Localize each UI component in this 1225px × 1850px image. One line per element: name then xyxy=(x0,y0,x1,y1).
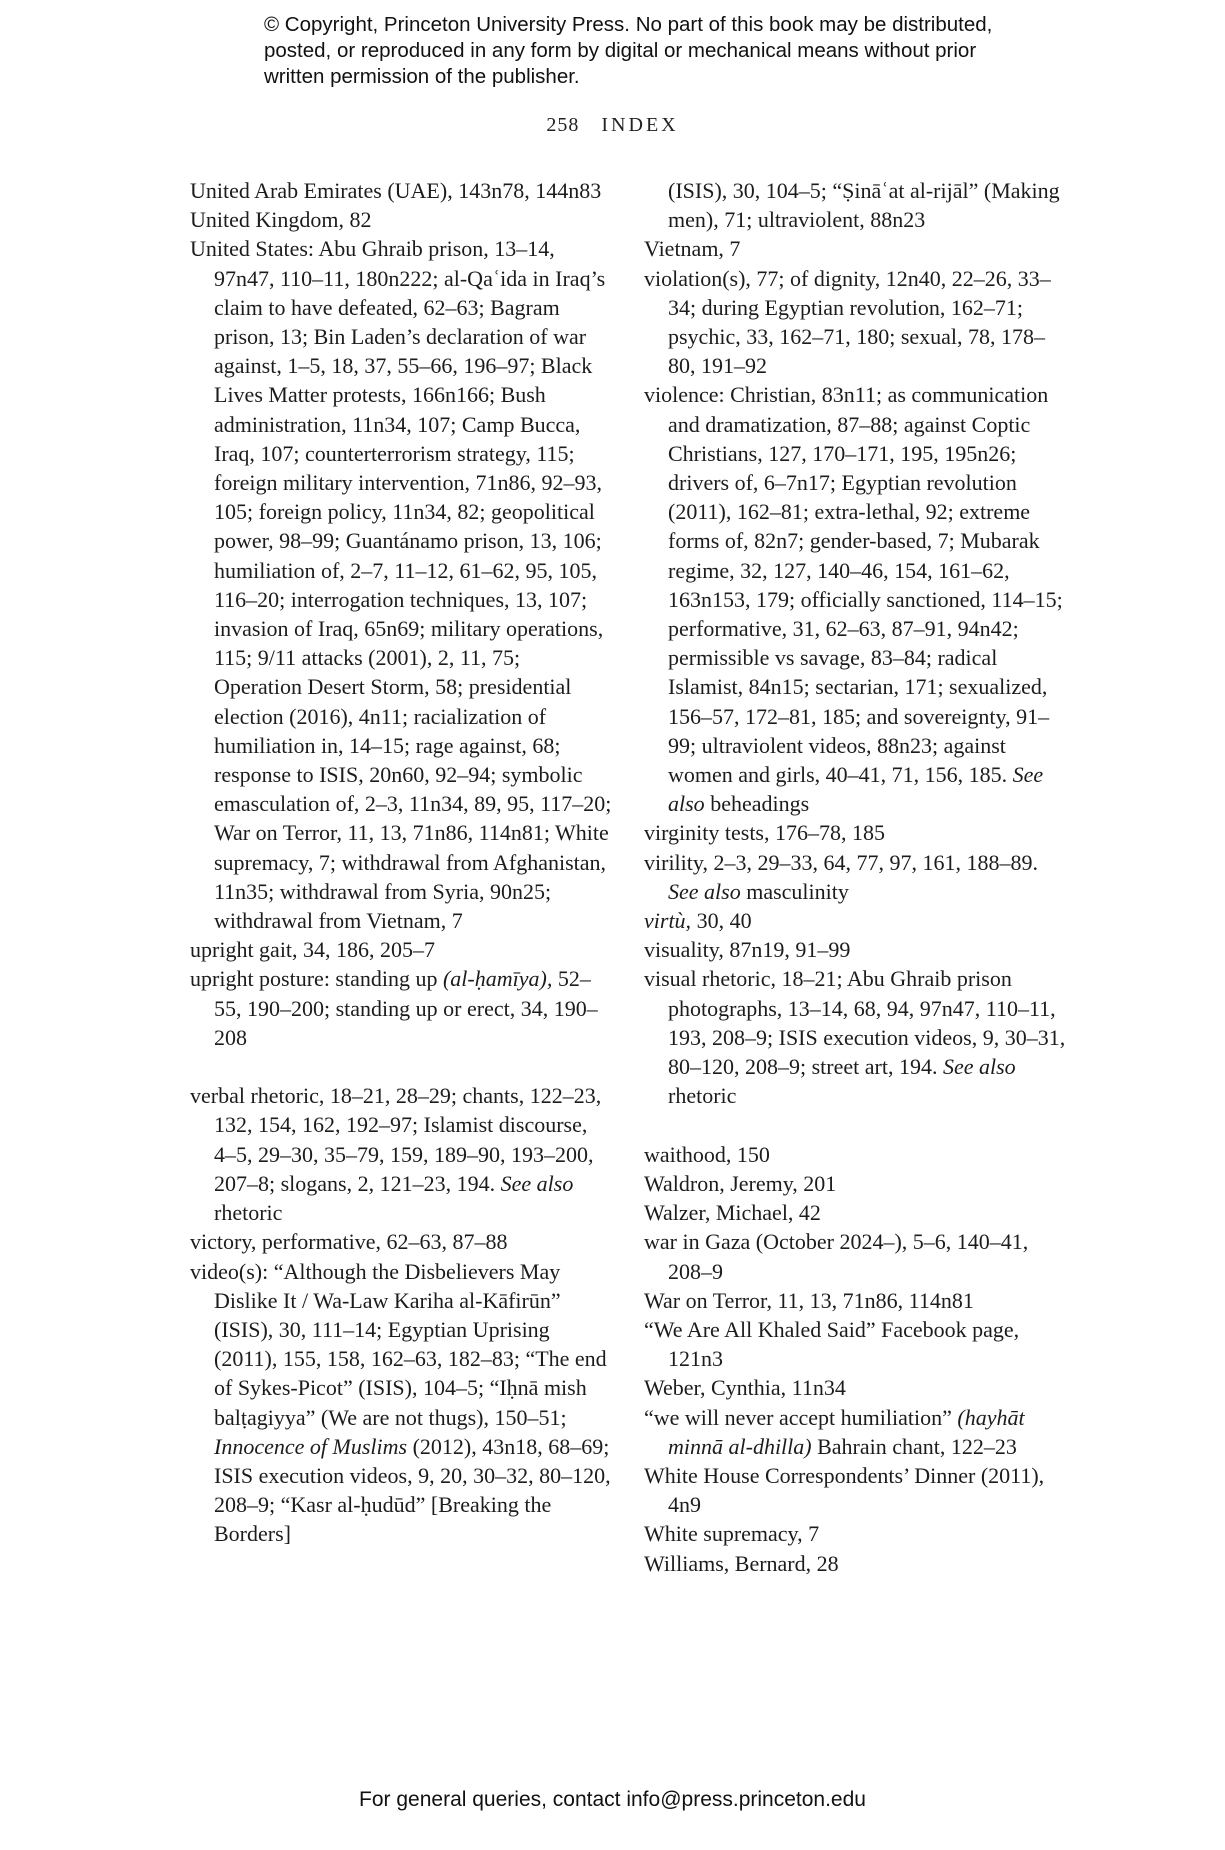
index-entry xyxy=(190,176,612,205)
entry-text: rhetoric xyxy=(668,1083,737,1109)
entry-text: verbal rhetoric, 18–21, 28–29; chants, 122–23, 132, 154, 162, 192–97; Islamist discourse, 4–5, 29–30, 35–79, 159, 189–90, 193–200, 207–8; slogans, 2, 121–23, 194. xyxy=(190,1083,602,1196)
index-entry xyxy=(190,964,612,1052)
entry-text: waithood, 150 xyxy=(644,1141,770,1167)
page-number: 258 xyxy=(546,114,580,136)
entry-text: United Arab Emirates (UAE), 143n78, 144n83 xyxy=(190,178,602,203)
entry-text: rhetoric xyxy=(214,1200,283,1226)
index-entry xyxy=(644,1373,1066,1402)
index-entry xyxy=(644,848,1066,906)
entry-text: Weber, Cynthia, 11n34 xyxy=(644,1375,846,1401)
entry-text: (2012), 43n18, 68–69; ISIS execution videos, 9, 20, 30–32, 80–120, 208–9; “Kasr al-ḥudūd” [Breaking the Borders] xyxy=(214,1433,611,1547)
index-entry xyxy=(644,176,1066,234)
entry-italic: See also xyxy=(942,1054,1016,1080)
entry-text: virility, 2–3, 29–33, 64, 77, 97, 161, 188–89. xyxy=(644,849,1038,875)
entry-text: violence: Christian, 83n11; as communication and dramatization, 87–88; against Coptic Christians, 127, 170–171, 195, 195n26; drivers of, 6–7n17; Egyptian revolution (2011), 162–81; extra-lethal, 92; extreme forms of, 82n7; gender-based, 7; Mubarak regime, 32, 127, 140–46, 154, 161–62, 163n153, 179; officially sanctioned, 114–15; performative, 31, 62–63, 87–91, 94n42; permissible vs savage, 83–84; radical Islamist, 84n15; sectarian, 171; sexualized, 156–57, 172–81, 185; and sovereignty, 91–99; ultraviolent videos, 88n23; against women and girls, 40–41, 71, 156, 185. xyxy=(644,382,1063,788)
entry-italic: See also xyxy=(668,878,741,904)
entry-text: masculinity xyxy=(740,878,849,904)
entry-text: 30, 40 xyxy=(691,908,752,934)
entry-text: “we will never accept humiliation” xyxy=(644,1404,958,1430)
index-entry xyxy=(644,1519,1066,1548)
index-entry xyxy=(190,935,612,964)
entry-text: War on Terror, 11, 13, 71n86, 114n81 xyxy=(644,1287,974,1313)
index-entry xyxy=(644,1549,1066,1578)
entry-text: Waldron, Jeremy, 201 xyxy=(644,1170,837,1196)
index-column-left xyxy=(190,176,612,1549)
entry-text: White House Correspondents’ Dinner (2011), 4n9 xyxy=(644,1462,1045,1518)
entry-text: Williams, Bernard, 28 xyxy=(644,1550,839,1576)
entry-text: “We Are All Khaled Said” Facebook page, 121n3 xyxy=(644,1316,1020,1372)
index-entry xyxy=(644,906,1066,935)
index-entry xyxy=(190,1257,612,1549)
entry-text: upright posture: standing up xyxy=(190,966,443,992)
entry-text: virginity tests, 176–78, 185 xyxy=(644,820,885,846)
index-entry xyxy=(190,1227,612,1256)
copyright-notice: © Copyright, Princeton University Press. No part of this book may be distributed, posted, or reproduced in any form by digital or mechanical means without prior written permission of the publisher. xyxy=(264,13,993,88)
index-entry xyxy=(644,380,1066,818)
entry-text: 52–55, 190–200; standing up or erect, 34, 190–208 xyxy=(214,966,598,1050)
running-header xyxy=(0,114,1225,137)
entry-text: White supremacy, 7 xyxy=(644,1521,820,1547)
entry-italic: virtù, xyxy=(644,908,692,934)
entry-italic: (hayhāt minnā al-dhilla) xyxy=(668,1404,1025,1459)
index-entry xyxy=(644,1461,1066,1519)
entry-text: United Kingdom, 82 xyxy=(190,207,372,233)
entry-text: visual rhetoric, 18–21; Abu Ghraib prison photographs, 13–14, 68, 94, 97n47, 110–11, 193, 208–9; ISIS execution videos, 9, 30–31, 80–120, 208–9; street art, 194. xyxy=(644,966,1066,1080)
section-title: INDEX xyxy=(601,114,679,136)
entry-text: violation(s), 77; of dignity, 12n40, 22–26, 33–34; during Egyptian revolution, 162–71; psychic, 33, 162–71, 180; sexual, 78, 178–80, 191–92 xyxy=(644,265,1051,379)
index-entry xyxy=(190,234,612,935)
entry-text: beheadings xyxy=(704,791,810,817)
entry-text: video(s): “Although the Disbelievers May Dislike It / Wa-Law Kariha al-Kāfirūn” (ISIS), 30, 111–14; Egyptian Uprising (2011), 155, 158, 162–63, 182–83; “The end of Sykes-Picot” (ISIS), 104–5; “Iḥnā mish balṭagiyya” (We are not thugs), 150–51; xyxy=(190,1258,607,1430)
entry-text: United States: Abu Ghraib prison, 13–14, 97n47, 110–11, 180n222; al-Qaʿida in Iraq’s claim to have defeated, 62–63; Bagram prison, 13; Bin Laden’s declaration of war against, 1–5, 18, 37, 55–66, 196–97; Black Lives Matter protests, 166n166; Bush administration, 11n34, 107; Camp Bucca, Iraq, 107; counterterrorism strategy, 115; foreign military intervention, 71n86, 92–93, 105; foreign policy, 11n34, 82; geopolitical power, 98–99; Guantánamo prison, 13, 106; humiliation of, 2–7, 11–12, 61–62, 95, 105, 116–20; interrogation techniques, 13, 107; invasion of Iraq, 65n69; military operations, 115; 9/11 attacks (2001), 2, 11, 75; Operation Desert Storm, 58; presidential election (2016), 4n11; racialization of humiliation in, 14–15; rage against, 68; response to ISIS, 20n60, 92–94; symbolic emasculation of, 2–3, 11n34, 89, 95, 117–20; War on Terror, 11, 13, 71n86, 114n81; White supremacy, 7; withdrawal from Afghanistan, 11n35; withdrawal from Syria, 90n25; withdrawal from Vietnam, 7 xyxy=(190,236,612,934)
entry-text: visuality, 87n19, 91–99 xyxy=(644,937,851,963)
footer-contact: For general queries, contact info@press.princeton.edu xyxy=(359,1788,866,1811)
index-entry xyxy=(190,205,612,234)
index-entry xyxy=(190,1081,612,1227)
entry-italic: (al-ḥamīya), xyxy=(442,966,553,992)
index-entry xyxy=(644,1198,1066,1227)
index-entry xyxy=(644,264,1066,381)
entry-italic: Innocence of Muslims xyxy=(214,1433,408,1459)
index-entry xyxy=(644,1403,1066,1461)
index-entry xyxy=(644,234,1066,263)
entry-text: (ISIS), 30, 104–5; “Ṣināʿat al-rijāl” (Making men), 71; ultraviolent, 88n23 xyxy=(668,178,1060,233)
index-column-right xyxy=(644,176,1066,1578)
entry-text: Bahrain chant, 122–23 xyxy=(811,1433,1017,1459)
index-entry xyxy=(644,1227,1066,1285)
index-entry xyxy=(644,964,1066,1110)
entry-italic: See also xyxy=(668,762,1044,817)
entry-text: Walzer, Michael, 42 xyxy=(644,1200,821,1226)
index-entry xyxy=(644,1286,1066,1315)
index-entry xyxy=(644,1315,1066,1373)
entry-text: upright gait, 34, 186, 205–7 xyxy=(190,937,436,963)
entry-text: victory, performative, 62–63, 87–88 xyxy=(190,1229,508,1255)
index-entry xyxy=(644,1169,1066,1198)
entry-italic: See also xyxy=(500,1170,574,1196)
index-entry xyxy=(644,1140,1066,1169)
entry-text: war in Gaza (October 2024–), 5–6, 140–41, 208–9 xyxy=(644,1229,1029,1284)
index-entry xyxy=(644,935,1066,964)
index-entry xyxy=(644,818,1066,847)
entry-text: Vietnam, 7 xyxy=(644,236,741,262)
